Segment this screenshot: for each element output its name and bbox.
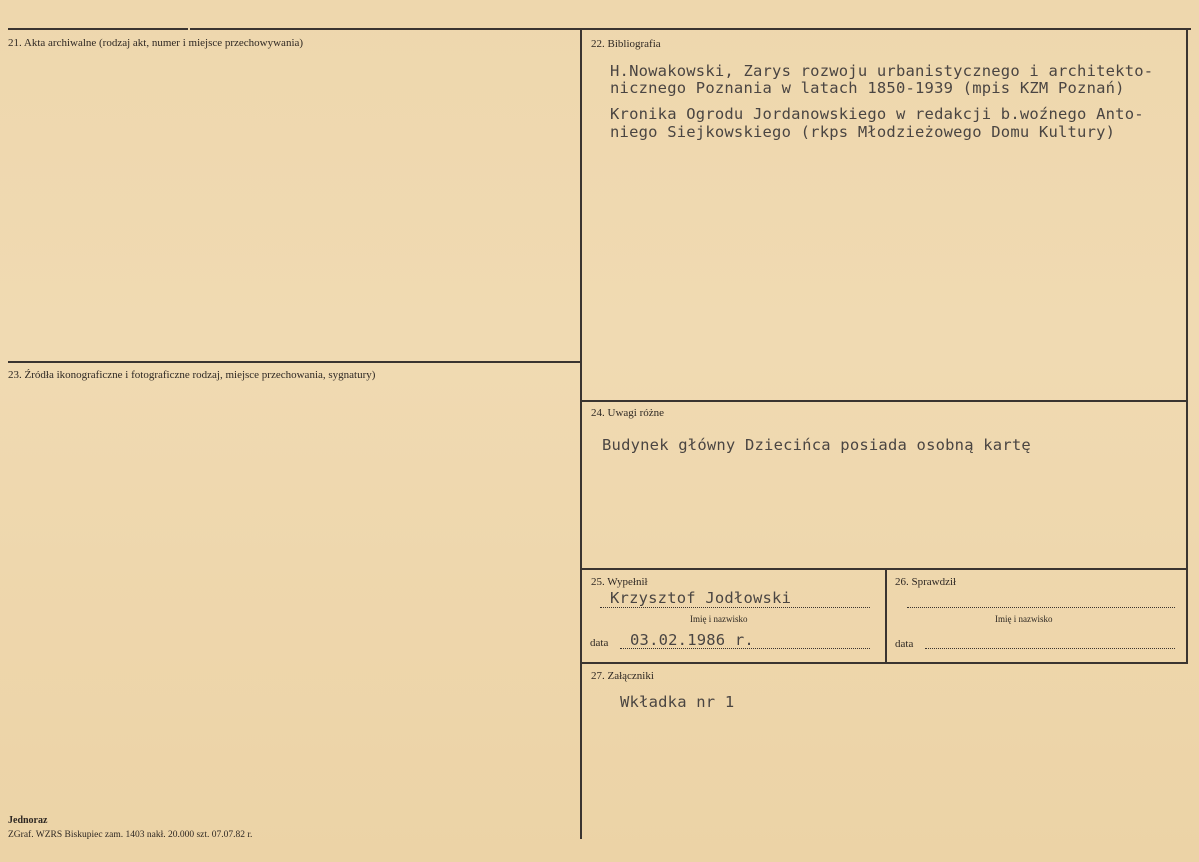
checked-by-date-line (925, 648, 1175, 649)
section-23-label: 23. Źródła ikonograficzne i fotograficzne rodzaj, miejsce przechowania, sygnatury) (8, 369, 376, 381)
section-21-label: 21. Akta archiwalne (rodzaj akt, numer i miejsce przechowywania) (8, 37, 304, 49)
divider-25-27 (581, 662, 1187, 664)
divider-24-25 (581, 568, 1187, 570)
attachments-text: Wkładka nr 1 (620, 693, 735, 711)
checked-by-name-line (907, 607, 1175, 608)
filled-by-name-caption: Imię i nazwisko (690, 614, 748, 624)
top-border-right (190, 28, 1191, 30)
filled-by-date-label: data (590, 637, 609, 649)
section-25-label: 25. Wypełnił (591, 576, 648, 588)
divider-22-24 (581, 400, 1187, 402)
bibliography-line-2: nicznego Poznania w latach 1850-1939 (mpis KZM Poznań) (610, 79, 1125, 97)
vertical-divider (580, 29, 582, 839)
footer-print-info: ZGraf. WZRS Biskupiec zam. 1403 nakł. 20.000 szt. 07.07.82 r. (8, 830, 253, 840)
filled-by-name: Krzysztof Jodłowski (610, 589, 792, 607)
bibliography-line-4: niego Siejkowskiego (rkps Młodzieżowego Domu Kultury) (610, 123, 1116, 141)
bibliography-line-3: Kronika Ogrodu Jordanowskiego w redakcji b.woźnego Anto- (610, 105, 1144, 123)
divider-25-26 (885, 569, 887, 663)
top-border-left (8, 28, 188, 30)
right-border (1186, 29, 1188, 664)
filled-by-name-line (600, 607, 870, 608)
section-24-label: 24. Uwagi różne (591, 407, 665, 419)
checked-by-name-caption: Imię i nazwisko (995, 614, 1053, 624)
filled-by-date: 03.02.1986 r. (630, 631, 754, 649)
footer-form-type: Jednoraz (8, 815, 48, 826)
remarks-text: Budynek główny Dziecińca posiada osobną kartę (602, 436, 1031, 454)
checked-by-date-label: data (895, 638, 914, 650)
section-26-label: 26. Sprawdził (895, 576, 957, 588)
divider-21-23 (8, 361, 580, 363)
bibliography-line-1: H.Nowakowski, Zarys rozwoju urbanistycznego i architekto- (610, 62, 1154, 80)
section-22-label: 22. Bibliografia (591, 38, 661, 50)
filled-by-date-line (620, 648, 870, 649)
section-27-label: 27. Załączniki (591, 670, 654, 682)
